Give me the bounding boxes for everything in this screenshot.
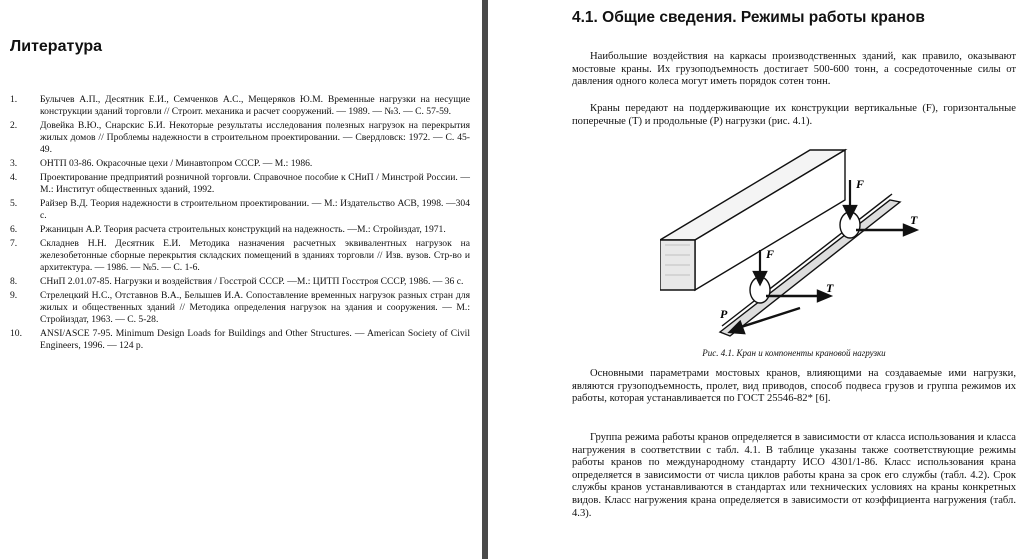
reference-number: 6. xyxy=(10,224,18,235)
reference-number: 9. xyxy=(10,289,18,301)
reference-text: Булычев А.П., Десятник Е.И., Семченков А.С., Мещеряков Ю.М. Временные нагрузки на несущие конструкции зданий торговли // Строит. механика и расчет сооружений. — 1989. — №3. — С. 57-59. xyxy=(40,94,470,118)
reference-number: 7. xyxy=(10,237,18,249)
references-title: Литература xyxy=(10,38,103,55)
reference-number: 3. xyxy=(10,158,18,170)
reference-text: ANSI/ASCE 7-95. Minimum Design Loads for Buildings and Other Structures. — American Society of Civil Engineers, 1996. — 124 p. xyxy=(40,328,470,352)
reference-text: Проектирование предприятий розничной торговли. Справочное пособие к СНиП / Минстрой России. — М.: Институт общественных зданий, 1992. xyxy=(40,172,470,196)
reference-number: 4. xyxy=(10,172,18,183)
reference-text: Ржаницын А.Р. Теория расчета строительных конструкций на надежность. —М.: Стройиздат, 1971. xyxy=(40,224,446,235)
reference-number: 5. xyxy=(10,198,18,209)
page-divider xyxy=(482,0,488,559)
reference-item xyxy=(10,120,470,157)
reference-text: Довейка В.Ю., Снарскис Б.И. Некоторые результаты исследования полезных нагрузок на перекрытия жилых домов // Проблемы надежности в строительном проектировании. — Свердловск: 1972. — С. 45-49. xyxy=(40,120,470,156)
paragraph-2: Краны передают на поддерживающие их конструкции вертикальные (F), горизонтальные поперечные (T) и продольные (P) нагрузки (рис. 4.1). xyxy=(572,103,1016,127)
reference-item xyxy=(10,172,470,196)
reference-text: Складнев Н.Н. Десятник Е.И. Методика назначения расчетных эквивалентных нагрузок на железобетонные сборные перекрытия складских помещений в зданиях торговли // Изв. вузов. Стр-во и архитектура. — 1986. — №5. — С. 1-6. xyxy=(40,237,470,274)
reference-item xyxy=(10,328,470,352)
figure-caption: Рис. 4.1. Кран и компоненты крановой нагрузки xyxy=(702,348,886,358)
reference-number: 10. xyxy=(10,328,22,339)
label-t-upper: T xyxy=(910,213,918,227)
label-p: P xyxy=(720,307,728,321)
paragraph-3: Основными параметрами мостовых кранов, влияющими на создаваемые ими нагрузки, являются грузоподъемность, пролет, вид приводов, способ подвеса грузов и группа режимов их работы, которая устанавливается по ГОСТ 25546-82* [6]. xyxy=(572,368,1016,405)
reference-item xyxy=(10,276,470,288)
label-t-lower: T xyxy=(826,281,834,295)
paragraph-1: Наибольшие воздействия на каркасы производственных зданий, как правило, оказывают мостовые краны. Их грузоподъемность достигает 500-600 тонн, а сосредоточенные силы от давления одного колеса могут иметь порядок сотен тонн. xyxy=(572,51,1016,88)
reference-text: Стрелецкий Н.С., Отставнов В.А., Белышев И.А. Сопоставление временных нагрузок разных стран для жилых и общественных зданий // Методика определения нагрузок на здания и сооружения. — М.: Стройиздат, 1963. — С. 5-28. xyxy=(40,289,470,326)
label-f-upper: F xyxy=(856,177,865,191)
reference-text: ОНТП 03-86. Окрасочные цехи / Минавтопром СССР. — М.: 1986. xyxy=(40,158,313,170)
crane-figure xyxy=(660,140,920,340)
reference-number: 2. xyxy=(10,120,18,131)
references-list xyxy=(10,94,470,354)
paragraph-4: Группа режима работы кранов определяется в зависимости от класса использования и класса нагружения в соответствии с табл. 4.1. В таблице указаны также соответствующие режимы работы кранов по международному стандарту ИСО 4301/1-86. Класс использования крана определяется в зависимости от числа циклов работы крана за срок его службы (табл. 4.2). Срок службы кранов устанавливаются в стандартах или технических условиях на краны конкретных видов. Класс нагружения крана определяется в зависимости от коэффициента нагружения (табл. 4.3). xyxy=(572,432,1016,519)
reference-item xyxy=(10,238,470,275)
section-title: 4.1. Общие сведения. Режимы работы кранов xyxy=(572,9,925,26)
reference-item xyxy=(10,94,470,118)
reference-item xyxy=(10,158,470,170)
reference-number: 8. xyxy=(10,276,18,287)
reference-item xyxy=(10,224,470,236)
reference-number: 1. xyxy=(10,94,18,105)
reference-text: Райзер В.Д. Теория надежности в строительном проектировании. — М.: Издательство АСВ, 1998. —304 с. xyxy=(40,198,470,222)
reference-item xyxy=(10,198,470,222)
reference-item xyxy=(10,290,470,327)
reference-text: СНиП 2.01.07-85. Нагрузки и воздействия / Госстрой СССР. —М.: ЦИТП Госстроя СССР, 1986. — 36 с. xyxy=(40,276,464,287)
label-f-lower: F xyxy=(766,247,775,261)
